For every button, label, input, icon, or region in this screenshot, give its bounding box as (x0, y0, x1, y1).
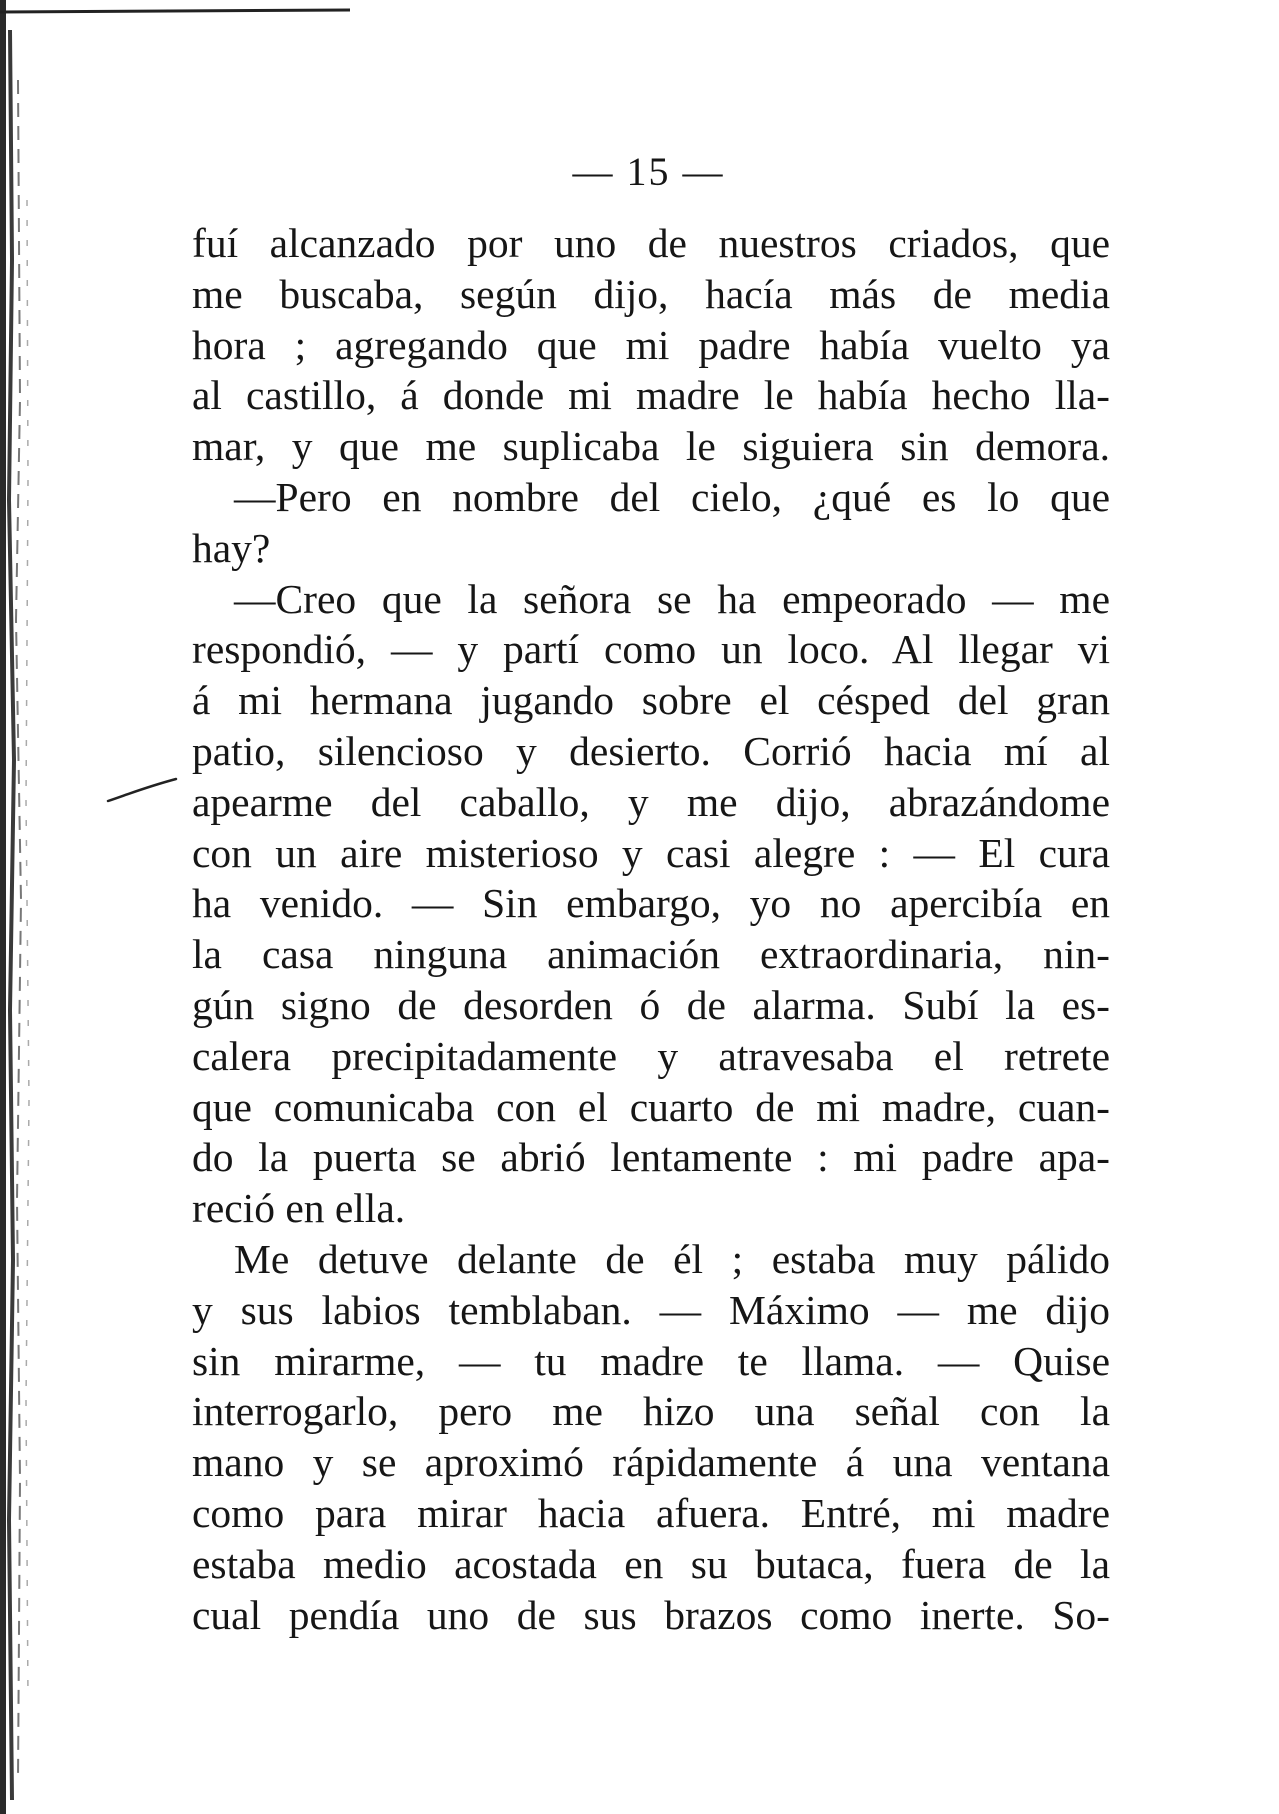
text-line: hay? (192, 524, 271, 571)
text-line: —Pero en nombre del cielo, ¿qué es lo que (234, 473, 1110, 520)
text-line: interrogarlo, pero me hizo una señal con la (192, 1388, 1110, 1435)
text-line: sin mirarme, — tu madre te llama. — Quise (192, 1337, 1110, 1384)
text-line: estaba medio acostada en su butaca, fuera de la (192, 1540, 1110, 1587)
text-line: con un aire misterioso y casi alegre : — El cura (192, 829, 1110, 876)
text-line: ha venido. — Sin embargo, yo no apercibía en (192, 880, 1110, 927)
text-line: patio, silencioso y desierto. Corrió hacia mí al (192, 727, 1110, 774)
margin-pencil-mark (106, 775, 178, 805)
text-line: la casa ninguna animación extraordinaria, nin- (192, 931, 1110, 978)
text-line: hora ; agregando que mi padre había vuelto ya (192, 321, 1110, 368)
text-line: que comunicaba con el cuarto de mi madre, cuan- (192, 1083, 1110, 1130)
text-line: reció en ella. (192, 1185, 406, 1232)
text-line: á mi hermana jugando sobre el césped del gran (192, 677, 1110, 724)
text-line: al castillo, á donde mi madre le había hecho lla- (192, 372, 1110, 419)
text-line: mano y se aproximó rápidamente á una ventana (192, 1439, 1110, 1486)
text-line: —Creo que la señora se ha empeorado — me (234, 575, 1110, 622)
text-line: me buscaba, según dijo, hacía más de media (192, 270, 1110, 317)
page-number: — 15 — (572, 149, 725, 194)
text-line: como para mirar hacia afuera. Entré, mi madre (192, 1489, 1110, 1536)
text-line: y sus labios temblaban. — Máximo — me dijo (192, 1286, 1110, 1333)
text-line: respondió, — y partí como un loco. Al llegar vi (192, 626, 1110, 673)
text-line: gún signo de desorden ó de alarma. Subí la es- (192, 981, 1110, 1028)
text-line: mar, y que me suplicaba le siguiera sin demora. (192, 423, 1110, 470)
text-line: cual pendía uno de sus brazos como inerte. So- (192, 1591, 1110, 1638)
binding-edge-shadow (0, 0, 36, 1814)
text-line: fuí alcanzado por uno de nuestros criados, que (192, 220, 1110, 266)
text-line: apearme del caballo, y me dijo, abrazándome (192, 778, 1110, 825)
text-line: calera precipitadamente y atravesaba el retrete (192, 1032, 1110, 1079)
top-edge-rule (0, 0, 360, 30)
text-line: do la puerta se abrió lentamente : mi padre apa- (192, 1134, 1110, 1181)
text-line: Me detuve delante de él ; estaba muy pálido (234, 1235, 1110, 1282)
body-text (192, 218, 1110, 1678)
